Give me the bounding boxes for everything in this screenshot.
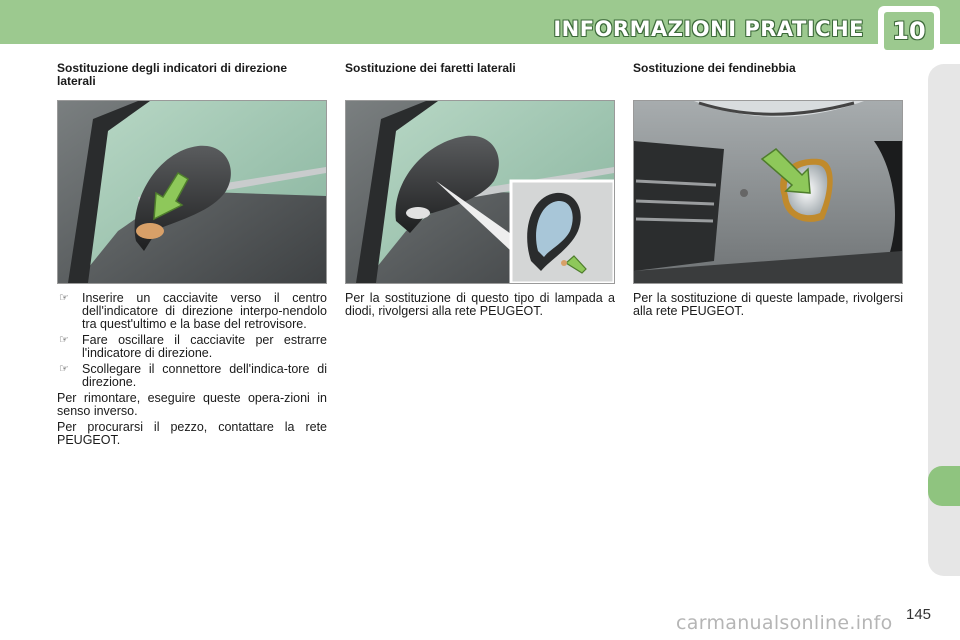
section-body xyxy=(345,292,615,318)
side-mirror-spotlight-photo xyxy=(345,100,615,284)
section-body xyxy=(57,292,327,447)
instruction-bullet xyxy=(57,292,327,331)
bullet-text: Inserire un cacciavite verso il centro dell'indicatore di direzione interpo-nendolo tra quest'ultimo e la base del retrovisore. xyxy=(82,291,327,331)
hand-pointer-icon: ☞ xyxy=(59,363,69,375)
section-fog-lamps xyxy=(633,62,903,321)
section-side-spotlights xyxy=(345,62,615,321)
hand-pointer-icon: ☞ xyxy=(59,292,69,304)
side-mirror-turn-signal-photo xyxy=(57,100,327,284)
page-number: 145 xyxy=(906,606,932,623)
instruction-bullet xyxy=(57,334,327,360)
chapter-number: 10 xyxy=(884,12,934,50)
watermark: carmanualsonline.info xyxy=(676,612,893,634)
section-title: Sostituzione dei fendinebbia xyxy=(633,61,796,75)
bullet-text: Fare oscillare il cacciavite per estrarre l'indicatore di direzione. xyxy=(82,333,327,360)
chapter-badge xyxy=(880,8,938,48)
section-turn-signals xyxy=(57,62,327,450)
active-chapter-tab[interactable] xyxy=(928,466,960,506)
instruction-bullet xyxy=(57,363,327,389)
front-fog-lamp-photo xyxy=(633,100,903,284)
front-fog-lamp-photo-graphic xyxy=(634,101,902,283)
paragraph: Per rimontare, eseguire queste opera-zioni in senso inverso. xyxy=(57,391,327,418)
paragraph: Per la sostituzione di questo tipo di lampada a diodi, rivolgersi alla rete PEUGEOT. xyxy=(345,291,615,318)
section-body xyxy=(633,292,903,318)
page-title: INFORMAZIONI PRATICHE xyxy=(553,17,864,41)
paragraph: Per procurarsi il pezzo, contattare la rete PEUGEOT. xyxy=(57,420,327,447)
bullet-text: Scollegare il connettore dell'indica-tore di direzione. xyxy=(82,362,327,389)
section-title: Sostituzione dei faretti laterali xyxy=(345,61,516,75)
paragraph: Per la sostituzione di queste lampade, rivolgersi alla rete PEUGEOT. xyxy=(633,291,903,318)
hand-pointer-icon: ☞ xyxy=(59,334,69,346)
section-title: Sostituzione degli indicatori di direzione laterali xyxy=(57,61,288,88)
side-mirror-spotlight-photo-graphic xyxy=(346,101,614,283)
side-mirror-turn-signal-photo-graphic xyxy=(58,101,326,283)
